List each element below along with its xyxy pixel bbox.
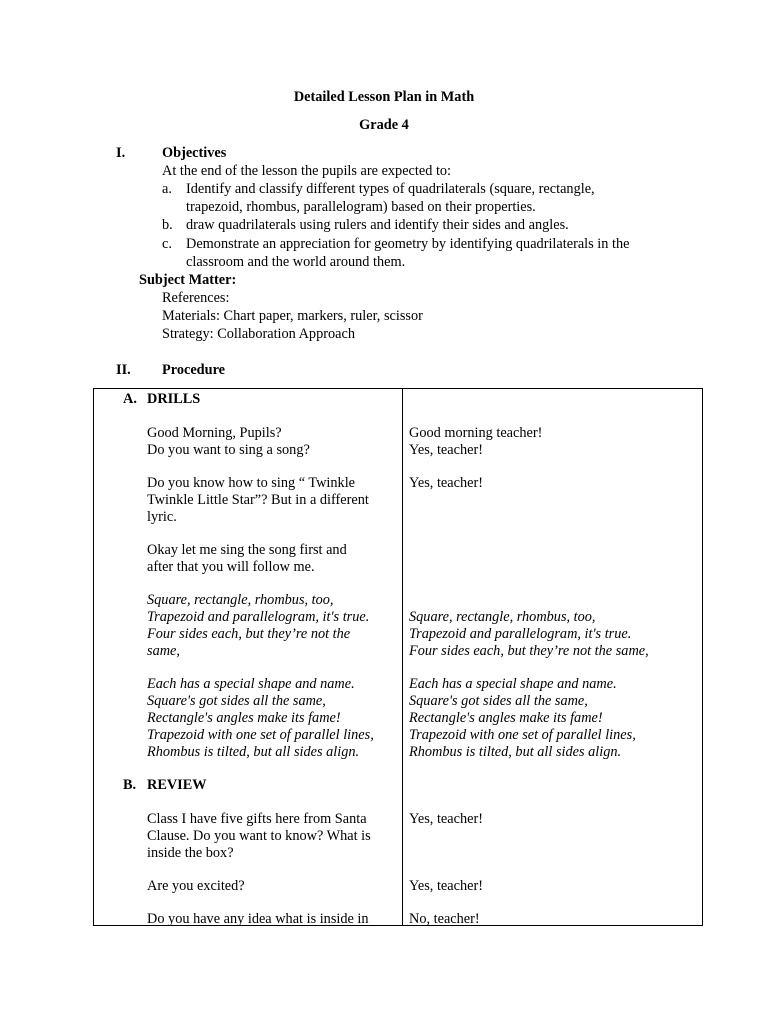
teacher-verse-line: Trapezoid with one set of parallel lines,: [147, 727, 374, 743]
teacher-verse-line: Square's got sides all the same,: [147, 693, 326, 709]
teacher-line: Do you want to sing a song?: [147, 442, 310, 458]
teacher-verse-line: Four sides each, but they’re not the: [147, 626, 351, 642]
review-letter: B.: [123, 777, 137, 793]
objective-letter-c: c.: [162, 236, 172, 252]
objective-c-line-2: classroom and the world around them.: [186, 254, 406, 270]
teacher-line: inside the box?: [147, 845, 234, 861]
objectives-heading: Objectives: [162, 145, 227, 161]
teacher-line: Do you have any idea what is inside in: [147, 911, 369, 927]
pupil-line: Yes, teacher!: [409, 442, 483, 458]
pupil-line: Good morning teacher!: [409, 425, 543, 441]
objective-c-line-1: Demonstrate an appreciation for geometry by identifying quadrilaterals in the: [186, 236, 630, 252]
document-subtitle: Grade 4: [359, 117, 409, 133]
teacher-line: Twinkle Little Star”? But in a different: [147, 492, 369, 508]
procedure-heading: Procedure: [162, 362, 225, 378]
review-heading: REVIEW: [147, 777, 207, 793]
pupil-verse-line: Rhombus is tilted, but all sides align.: [409, 744, 622, 760]
pupil-line: Yes, teacher!: [409, 811, 483, 827]
teacher-verse-line: Trapezoid and parallelogram, it's true.: [147, 609, 370, 625]
objective-letter-b: b.: [162, 217, 173, 233]
teacher-line: Okay let me sing the song first and: [147, 542, 347, 558]
pupil-verse-line: Each has a special shape and name.: [409, 676, 617, 692]
pupil-line: No, teacher!: [409, 911, 480, 927]
materials-line: Materials: Chart paper, markers, ruler, scissor: [162, 308, 423, 324]
teacher-line: Good Morning, Pupils?: [147, 425, 282, 441]
teacher-line: Do you know how to sing “ Twinkle: [147, 475, 356, 491]
teacher-verse-line: Rhombus is tilted, but all sides align.: [147, 744, 360, 760]
objective-letter-a: a.: [162, 181, 172, 197]
strategy-line: Strategy: Collaboration Approach: [162, 326, 355, 342]
teacher-line: after that you will follow me.: [147, 559, 315, 575]
subject-matter-heading: Subject Matter:: [139, 272, 237, 288]
section-numeral-objectives: I.: [116, 145, 126, 161]
teacher-line: Class I have five gifts here from Santa: [147, 811, 367, 827]
teacher-verse-line: same,: [147, 643, 180, 659]
pupil-verse-line: Square's got sides all the same,: [409, 693, 588, 709]
objectives-intro: At the end of the lesson the pupils are expected to:: [162, 163, 452, 179]
document-title: Detailed Lesson Plan in Math: [293, 89, 475, 105]
references-line: References:: [162, 290, 230, 306]
column-divider: [402, 389, 403, 925]
section-numeral-procedure: II.: [116, 362, 131, 378]
pupil-line: Yes, teacher!: [409, 878, 483, 894]
objective-b-line-1: draw quadrilaterals using rulers and identify their sides and angles.: [186, 217, 569, 233]
teacher-line: Clause. Do you want to know? What is: [147, 828, 371, 844]
pupil-line: Yes, teacher!: [409, 475, 483, 491]
teacher-verse-line: Each has a special shape and name.: [147, 676, 355, 692]
pupil-verse-line: Rectangle's angles make its fame!: [409, 710, 603, 726]
pupil-verse-line: Trapezoid and parallelogram, it's true.: [409, 626, 632, 642]
teacher-line: lyric.: [147, 509, 177, 525]
pupil-verse-line: Square, rectangle, rhombus, too,: [409, 609, 596, 625]
teacher-verse-line: Rectangle's angles make its fame!: [147, 710, 341, 726]
teacher-verse-line: Square, rectangle, rhombus, too,: [147, 592, 334, 608]
objective-a-line-1: Identify and classify different types of quadrilaterals (square, rectangle,: [186, 181, 595, 197]
drills-heading: DRILLS: [147, 391, 201, 407]
pupil-verse-line: Trapezoid with one set of parallel lines,: [409, 727, 636, 743]
procedure-table: [93, 388, 703, 926]
drills-letter: A.: [123, 391, 137, 407]
pupil-verse-line: Four sides each, but they’re not the same,: [409, 643, 649, 659]
teacher-line: Are you excited?: [147, 878, 245, 894]
objective-a-line-2: trapezoid, rhombus, parallelogram) based on their properties.: [186, 199, 536, 215]
